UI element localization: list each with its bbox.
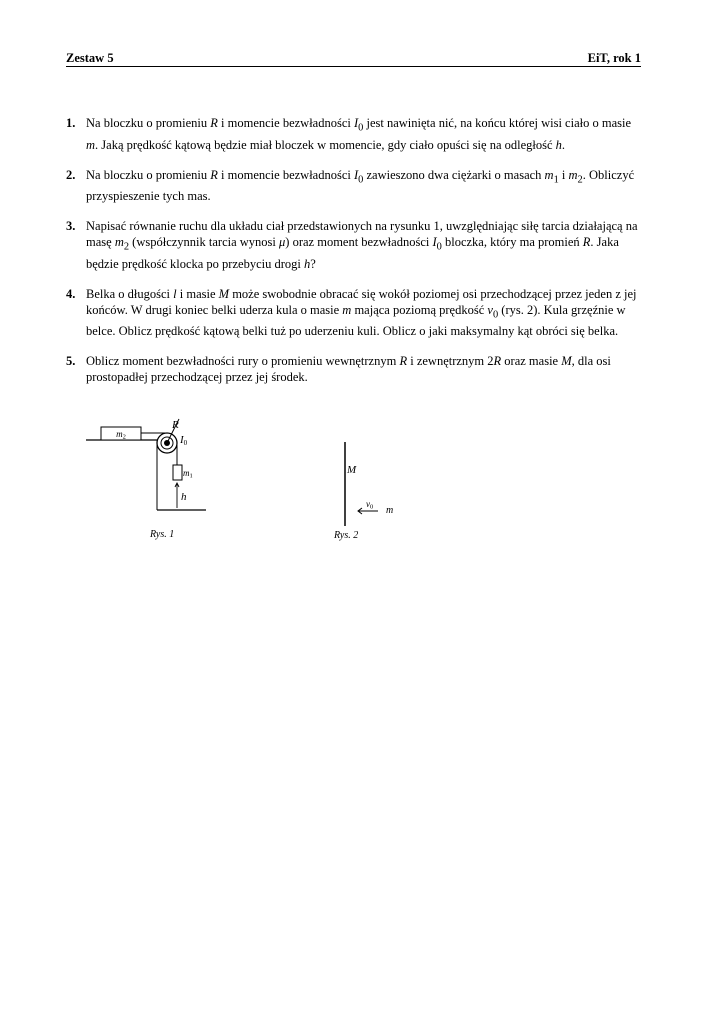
- label-I0: I0: [180, 434, 188, 447]
- problem-number: 5.: [66, 354, 76, 368]
- figure-1: [86, 419, 206, 540]
- problem-text: Na bloczku o promieniu R i momencie bezwładności $I_0$ zawieszono dwa ciężarki o masach $m_1$ i $m_2$. Obliczyć przyspieszenie tych mas.: [86, 167, 635, 203]
- block-m1: [173, 465, 182, 480]
- problem-number: 2.: [66, 167, 76, 182]
- course-label: EiT, rok 1: [587, 51, 641, 65]
- block-m2-label: m2: [116, 429, 126, 441]
- label-h: h: [181, 491, 187, 503]
- figure-1-caption: Rys. 1: [150, 529, 175, 540]
- label-m: m: [386, 505, 394, 516]
- problem-number: 1.: [66, 116, 76, 130]
- figure-2-caption: Rys. 2: [334, 530, 359, 541]
- set-title: Zestaw 5: [66, 51, 114, 65]
- problem-number: 3.: [66, 219, 76, 233]
- label-M: M: [347, 464, 357, 476]
- problem-text: Na bloczku o promieniu R i momencie bezwładności $I_0$ jest nawinięta nić, na końcu której wisi ciało o masie m. Jaką prędkość kątową będzie miał bloczek w momencie, gdy ciało opuści się na odległość h.: [86, 116, 632, 152]
- problem-text: Napisać równanie ruchu dla układu ciał przedstawionych na rysunku 1, uwzględniając siłę tarcia działającą na masę $m_2$ (współczynnik tarcia wynosi μ) oraz moment bezwładności $I_0$ bloczka, który ma promień R. Jaka będzie prędkość klocka po przebyciu drogi h?: [86, 219, 638, 271]
- label-v0: v0: [366, 499, 374, 511]
- block-m1-label: m1: [183, 468, 193, 480]
- label-R: R: [172, 419, 179, 431]
- problem-text: Oblicz moment bezwładności rury o promieniu wewnętrznym R i zewnętrznym 2R oraz masie M, dla osi prostopadłej przechodzącej przez jej środek.: [86, 354, 611, 384]
- problem-text: Belka o długości l i masie M może swobodnie obracać się wokół poziomej osi przechodzącej przez jeden z jej końców. W drugi koniec belki uderza kula o masie m mająca poziomą prędkość $v_0$ (rys. 2). Kula grzęźnie w belce. Oblicz prędkość kątową belki tuż po uderzeniu kuli. Oblicz o jaki maksymalny kąt obróci się belka.: [86, 286, 637, 338]
- figure-2: [333, 442, 393, 541]
- problem-number: 4.: [66, 286, 76, 301]
